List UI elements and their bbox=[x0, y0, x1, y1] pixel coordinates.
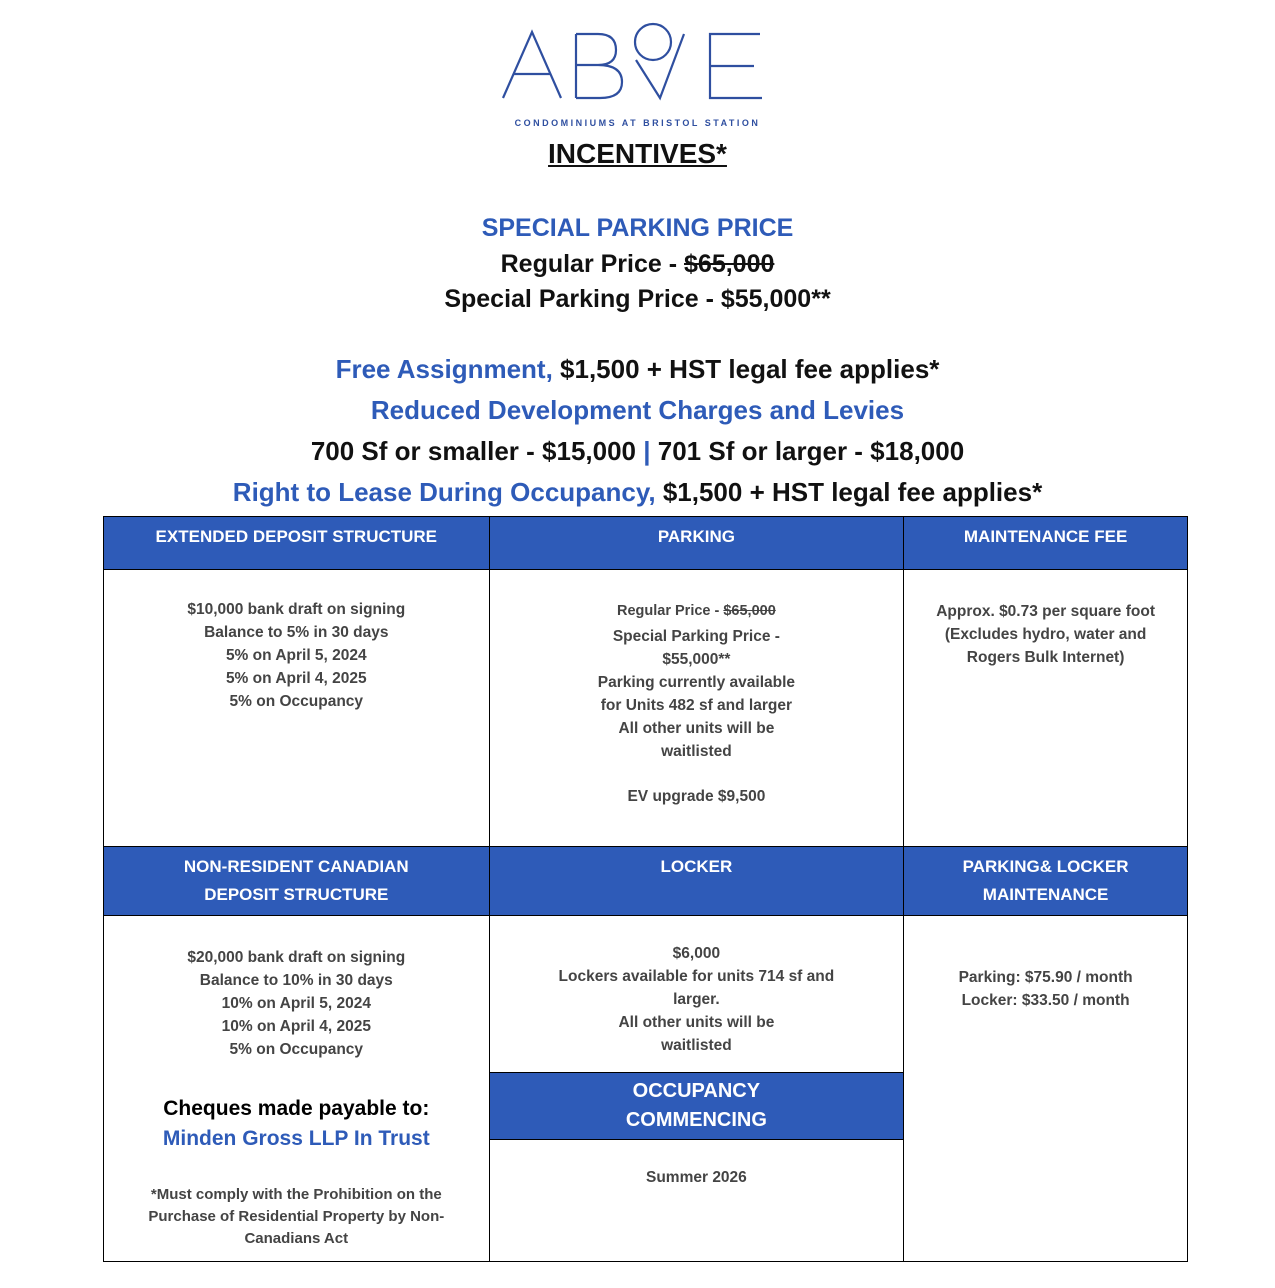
extended-deposit-header: EXTENDED DEPOSIT STRUCTURE bbox=[104, 517, 490, 570]
locker-header: LOCKER bbox=[489, 847, 904, 916]
regular-price-struck: $65,000 bbox=[684, 250, 775, 278]
parking-promo-special: Special Parking Price - $55,000** bbox=[444, 285, 831, 313]
non-canadian-note: *Must comply with the Prohibition on the Purchase of Residential Property by Non- Canadians Act bbox=[148, 1186, 445, 1247]
extended-deposit-body: $10,000 bank draft on signing Balance to 5% in 30 days 5% on April 5, 2024 5% on April 4, 2025 5% on Occupancy bbox=[104, 570, 490, 847]
logo-wordmark bbox=[0, 20, 1275, 115]
parking-body: Regular Price - $65,000 Special Parking Price - $55,000** Parking currently available for Units 482 sf and larger All other units will be waitlisted EV upgrade $9,500 bbox=[489, 570, 904, 847]
dc-amounts: 700 Sf or smaller - $15,000 | 701 Sf or larger - $18,000 bbox=[310, 436, 965, 466]
payee: Minden Gross LLP In Trust bbox=[162, 1127, 430, 1150]
logo-tagline: CONDOMINIUMS AT BRISTOL STATION bbox=[514, 118, 761, 128]
ev-upgrade: EV upgrade $9,500 bbox=[627, 788, 766, 805]
right-to-lease: Right to Lease During Occupancy, $1,500 + HST legal fee applies* bbox=[232, 477, 1043, 507]
parking-regular-struck: $65,000 bbox=[723, 603, 776, 619]
cheques-label: Cheques made payable to: bbox=[163, 1097, 430, 1120]
free-assignment: Free Assignment, $1,500 + HST legal fee applies* bbox=[335, 354, 940, 384]
locker-body: $6,000 Lockers available for units 714 sf and larger. All other units will be waitlisted bbox=[558, 945, 835, 1054]
occupancy-header: OCCUPANCY COMMENCING bbox=[490, 1072, 904, 1140]
reduced-dc: Reduced Development Charges and Levies bbox=[370, 395, 905, 425]
non-resident-header: NON-RESIDENT CANADIAN DEPOSIT STRUCTURE bbox=[104, 847, 490, 916]
maintenance-body: Approx. $0.73 per square foot (Excludes hydro, water and Rogers Bulk Internet) bbox=[904, 570, 1188, 847]
locker-occupancy-cell bbox=[489, 916, 904, 1262]
parking-promo-heading: SPECIAL PARKING PRICE bbox=[481, 214, 794, 242]
logo-graphic bbox=[498, 20, 778, 115]
occupancy-value: Summer 2026 bbox=[645, 1169, 747, 1186]
page-title: INCENTIVES* bbox=[548, 138, 727, 169]
parking-header: PARKING bbox=[489, 517, 904, 570]
incentives-table bbox=[103, 516, 1188, 1262]
parking-promo-regular: Regular Price - $65,000 bbox=[500, 250, 775, 278]
parking-locker-maint-body: Parking: $75.90 / month Locker: $33.50 / month bbox=[904, 916, 1188, 1262]
non-resident-body: $20,000 bank draft on signing Balance to 10% in 30 days 10% on April 5, 2024 10% on April 4, 2025 5% on Occupancy Cheques made payable to: Minden Gross LLP In Trust *Must comply with the Prohibition on the Purchase of Residential Property by Non- Canadians Act bbox=[104, 916, 490, 1262]
parking-locker-maint-header: PARKING& LOCKER MAINTENANCE bbox=[904, 847, 1188, 916]
maintenance-header: MAINTENANCE FEE bbox=[904, 517, 1188, 570]
